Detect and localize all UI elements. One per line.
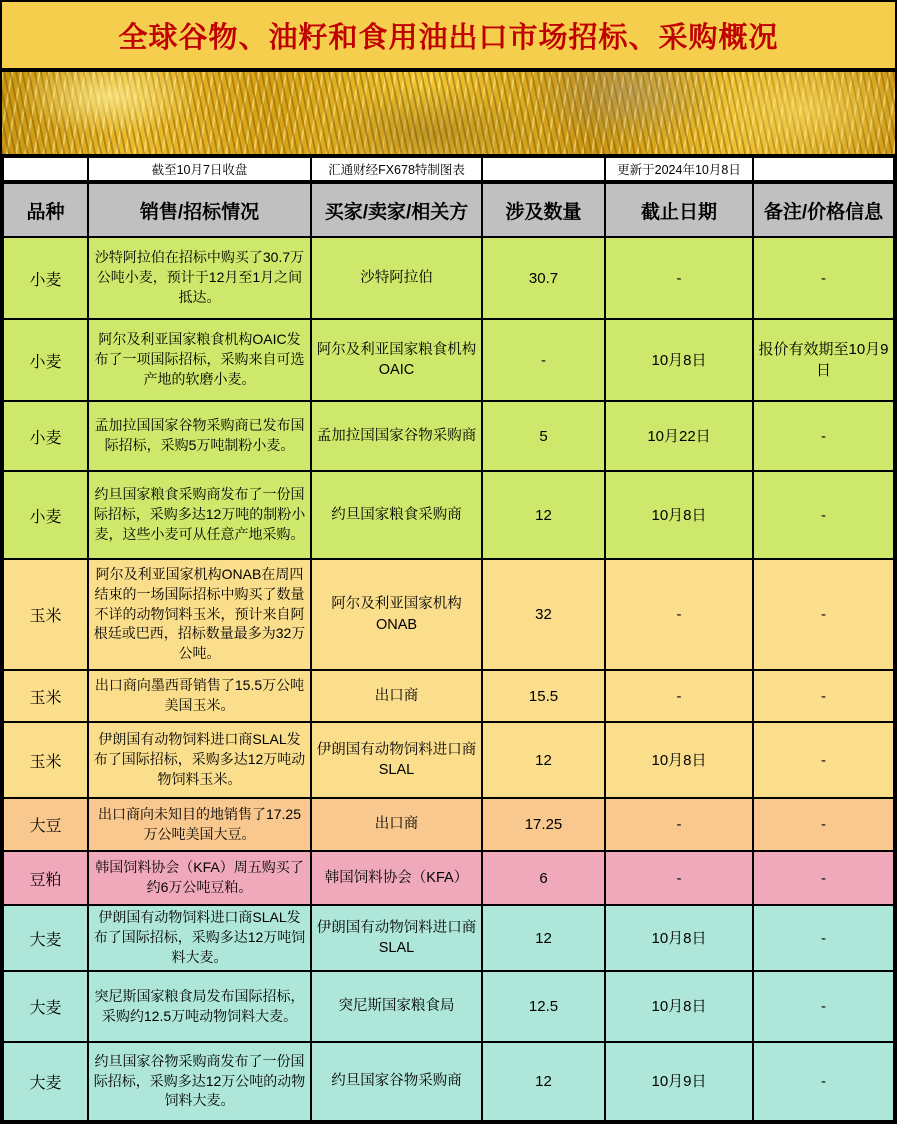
quantity-cell: 12 <box>482 471 605 559</box>
details-cell: 阿尔及利亚国家粮食机构OAIC发布了一项国际招标，采购来自可选产地的软磨小麦。 <box>88 319 311 401</box>
commodity-cell: 大麦 <box>3 971 88 1042</box>
commodity-cell: 大豆 <box>3 798 88 851</box>
table-row <box>3 319 894 401</box>
table-row <box>3 722 894 798</box>
meta-row <box>3 157 894 182</box>
deadline-cell: - <box>605 559 753 670</box>
details-cell: 沙特阿拉伯在招标中购买了30.7万公吨小麦，预计于12月至1月之间抵达。 <box>88 237 311 319</box>
deadline-cell: - <box>605 851 753 905</box>
details-cell: 约旦国家谷物采购商发布了一份国际招标，采购多达12万公吨的动物饲料大麦。 <box>88 1042 311 1121</box>
table-row <box>3 401 894 471</box>
party-cell: 约旦国家粮食采购商 <box>311 471 482 559</box>
commodity-cell: 小麦 <box>3 319 88 401</box>
deadline-cell: 10月8日 <box>605 319 753 401</box>
party-cell: 阿尔及利亚国家机构ONAB <box>311 559 482 670</box>
quantity-cell: 12 <box>482 722 605 798</box>
commodity-cell: 大麦 <box>3 1042 88 1121</box>
quantity-cell: 17.25 <box>482 798 605 851</box>
notes-cell: - <box>753 971 894 1042</box>
deadline-cell: - <box>605 798 753 851</box>
table-row <box>3 670 894 722</box>
table-row <box>3 971 894 1042</box>
deadline-cell: - <box>605 670 753 722</box>
details-cell: 伊朗国有动物饲料进口商SLAL发布了国际招标，采购多达12万吨饲料大麦。 <box>88 905 311 971</box>
details-cell: 出口商向未知目的地销售了17.25万公吨美国大豆。 <box>88 798 311 851</box>
commodity-cell: 小麦 <box>3 401 88 471</box>
table-row <box>3 471 894 559</box>
deadline-cell: 10月8日 <box>605 905 753 971</box>
notes-cell: 报价有效期至10月9日 <box>753 319 894 401</box>
deadline-cell: 10月8日 <box>605 471 753 559</box>
col-header-details: 销售/招标情况 <box>88 182 311 237</box>
table-row <box>3 237 894 319</box>
table-row <box>3 905 894 971</box>
quantity-cell: 12.5 <box>482 971 605 1042</box>
deadline-cell: 10月22日 <box>605 401 753 471</box>
party-cell: 孟加拉国国家谷物采购商 <box>311 401 482 471</box>
deadline-cell: - <box>605 237 753 319</box>
col-header-notes: 备注/价格信息 <box>753 182 894 237</box>
notes-cell: - <box>753 798 894 851</box>
meta-empty-cell <box>482 157 605 182</box>
notes-cell: - <box>753 670 894 722</box>
details-cell: 突尼斯国家粮食局发布国际招标，采购约12.5万吨动物饲料大麦。 <box>88 971 311 1042</box>
quantity-cell: 12 <box>482 905 605 971</box>
notes-cell: - <box>753 851 894 905</box>
quantity-cell: 6 <box>482 851 605 905</box>
deadline-cell: 10月8日 <box>605 722 753 798</box>
deadline-cell: 10月9日 <box>605 1042 753 1121</box>
party-cell: 阿尔及利亚国家粮食机构OAIC <box>311 319 482 401</box>
details-cell: 伊朗国有动物饲料进口商SLAL发布了国际招标，采购多达12万吨动物饲料玉米。 <box>88 722 311 798</box>
quantity-cell: 30.7 <box>482 237 605 319</box>
table-row <box>3 851 894 905</box>
commodity-cell: 玉米 <box>3 670 88 722</box>
notes-cell: - <box>753 471 894 559</box>
col-header-deadline: 截止日期 <box>605 182 753 237</box>
commodity-cell: 豆粕 <box>3 851 88 905</box>
page-title: 全球谷物、油籽和食用油出口市场招标、采购概况 <box>118 21 779 54</box>
quantity-cell: 15.5 <box>482 670 605 722</box>
commodity-cell: 大麦 <box>3 905 88 971</box>
title-banner <box>2 2 895 72</box>
party-cell: 约旦国家谷物采购商 <box>311 1042 482 1121</box>
meta-updated: 更新于2024年10月8日 <box>605 157 753 182</box>
deadline-cell: 10月8日 <box>605 971 753 1042</box>
party-cell: 出口商 <box>311 670 482 722</box>
tenders-table <box>2 156 895 1122</box>
details-cell: 约旦国家粮食采购商发布了一份国际招标，采购多达12万吨的制粉小麦，这些小麦可从任意产地采购。 <box>88 471 311 559</box>
meta-empty-cell <box>3 157 88 182</box>
header-row <box>3 182 894 237</box>
commodity-cell: 小麦 <box>3 237 88 319</box>
party-cell: 突尼斯国家粮食局 <box>311 971 482 1042</box>
party-cell: 韩国饲料协会（KFA） <box>311 851 482 905</box>
party-cell: 沙特阿拉伯 <box>311 237 482 319</box>
party-cell: 出口商 <box>311 798 482 851</box>
table-row <box>3 1042 894 1121</box>
details-cell: 阿尔及利亚国家机构ONAB在周四结束的一场国际招标中购买了数量不详的动物饲料玉米，预计来自阿根廷或巴西，招标数量最多为32万公吨。 <box>88 559 311 670</box>
commodity-cell: 小麦 <box>3 471 88 559</box>
party-cell: 伊朗国有动物饲料进口商SLAL <box>311 722 482 798</box>
notes-cell: - <box>753 559 894 670</box>
notes-cell: - <box>753 401 894 471</box>
details-cell: 韩国饲料协会（KFA）周五购买了约6万公吨豆粕。 <box>88 851 311 905</box>
details-cell: 孟加拉国国家谷物采购商已发布国际招标，采购5万吨制粉小麦。 <box>88 401 311 471</box>
notes-cell: - <box>753 722 894 798</box>
meta-source: 汇通财经FX678特制图表 <box>311 157 482 182</box>
col-header-quantity: 涉及数量 <box>482 182 605 237</box>
table-row <box>3 798 894 851</box>
quantity-cell: 32 <box>482 559 605 670</box>
notes-cell: - <box>753 237 894 319</box>
notes-cell: - <box>753 905 894 971</box>
meta-asof: 截至10月7日收盘 <box>88 157 311 182</box>
quantity-cell: 5 <box>482 401 605 471</box>
col-header-commodity: 品种 <box>3 182 88 237</box>
meta-empty-cell <box>753 157 894 182</box>
notes-cell: - <box>753 1042 894 1121</box>
wheat-photo <box>2 72 895 156</box>
table-row <box>3 559 894 670</box>
col-header-party: 买家/卖家/相关方 <box>311 182 482 237</box>
party-cell: 伊朗国有动物饲料进口商SLAL <box>311 905 482 971</box>
quantity-cell: 12 <box>482 1042 605 1121</box>
commodity-cell: 玉米 <box>3 722 88 798</box>
details-cell: 出口商向墨西哥销售了15.5万公吨美国玉米。 <box>88 670 311 722</box>
quantity-cell: - <box>482 319 605 401</box>
commodity-cell: 玉米 <box>3 559 88 670</box>
